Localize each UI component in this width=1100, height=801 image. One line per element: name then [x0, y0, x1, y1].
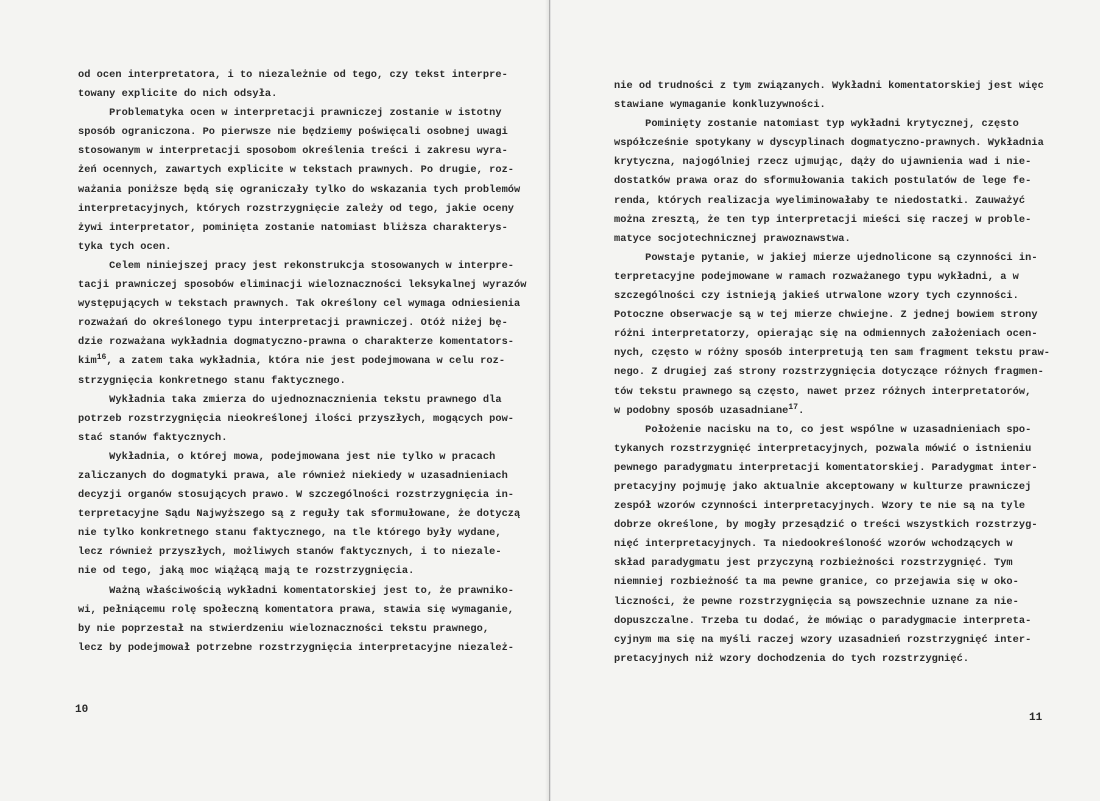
text-line: w podobny sposób uzasadniane$^{17}$.: [614, 402, 805, 417]
text-line: zaliczanych do dogmatyki prawa, ale również niekiedy w uzasadnieniach: [78, 469, 508, 482]
text-line: Ważną właściwością wykładni komentatorskiej jest to, że prawniko-: [78, 584, 515, 597]
text-line: stosowanym w interpretacji sposobom określenia treści i zakresu wyra-: [78, 145, 508, 158]
right-page-text: [614, 77, 1050, 669]
text-line: dobrze określone, by mogły przesądzić o treści wszystkich rozstrzyg-: [614, 519, 1038, 532]
text-line: rozważań do określonego typu interpretacji prawniczej. Otóż niżej bę-: [78, 317, 508, 330]
text-line: Celem niniejszej pracy jest rekonstrukcja stosowanych w interpre-: [78, 259, 515, 272]
footnote-marker: 17: [788, 402, 799, 412]
text-line: współcześnie spotykany w dyscyplinach dogmatyczno-prawnych. Wykładnia: [614, 137, 1044, 150]
text-line: lecz również przyszłych, możliwych stanów faktycznych, i to niezale-: [78, 546, 502, 559]
text-line: ważania poniższe będą się ograniczały tylko do wskazania tych problemów: [78, 183, 521, 196]
text-line: pewnego paradygmatu interpretacji komentatorskiej. Paradygmat inter-: [614, 461, 1038, 474]
text-line: nie tylko konkretnego stanu faktycznego, na tle którego były wydane,: [78, 527, 502, 540]
left-page-number: 10: [75, 704, 89, 716]
text-line: Wykładnia taka zmierza do ujednoznacznienia tekstu prawnego dla: [78, 393, 502, 406]
text-line: szczególności czy istnieją jakieś utrwalone wzory tych czynności.: [614, 290, 1019, 303]
text-line: nie od tego, jaką moc wiążącą mają te rozstrzygnięcia.: [78, 565, 415, 578]
text-line: pretacyjny pojmuję jako aktualnie akceptowany w kulturze prawniczej: [614, 480, 1032, 493]
text-line: różni interpretatorzy, opierając się na odmiennych założeniach ocen-: [614, 328, 1038, 341]
text-line: decyzji organów stosujących prawo. W szczególności rozstrzygnięcia in-: [78, 489, 515, 502]
text-line: pretacyjnych niż wzory dochodzenia do tych rozstrzygnięć.: [614, 652, 970, 665]
text-line: żywi interpretator, pominięta zostanie natomiast bliższa charakterys-: [78, 221, 508, 234]
text-line: liczności, że pewne rozstrzygnięcia są powszechnie uznane za nie-: [614, 595, 1019, 608]
text-line: występujących w tekstach prawnych. Tak określony cel wymaga odniesienia: [78, 298, 521, 311]
text-line: wi, pełniącemu rolę społeczną komentatora prawa, stawia się wymaganie,: [78, 603, 515, 616]
text-line: Powstaje pytanie, w jakiej mierze ujednolicone są czynności in-: [614, 251, 1038, 264]
text-line: terpretacyjne podejmowane w ramach rozważanego typu wykładni, a w: [614, 270, 1019, 283]
text-line: krytyczna, najogólniej rzecz ujmując, dąży do ujawnienia wad i nie-: [614, 156, 1032, 169]
left-page-text: [78, 66, 527, 658]
text-line: żeń ocennych, zawartych explicite w tekstach prawnych. Po drugie, roz-: [78, 164, 515, 177]
text-line: interpretacyjnych, których rozstrzygnięcie zależy od tego, jakie oceny: [78, 202, 515, 215]
text-line: Problematyka ocen w interpretacji prawniczej zostanie w istotny: [78, 107, 502, 120]
text-line: dostatków prawa oraz do sformułowania takich postulatów de lege fe-: [614, 175, 1032, 188]
text-line: można zresztą, że ten typ interpretacji mieści się raczej w proble-: [614, 213, 1032, 226]
right-page-number: 11: [1029, 712, 1043, 724]
text-line: zespół wzorów czynności interpretacyjnych. Wzory te nie są na tyle: [614, 500, 1026, 513]
text-line: niemniej rozbieżność ta ma pewne granice, co przejawia się w oko-: [614, 576, 1019, 589]
text-line: tykanych rozstrzygnięć interpretacyjnych, pozwala mówić o istnieniu: [614, 442, 1032, 455]
text-line: kim$^{16}$, a zatem taka wykładnia, która nie jest podejmowana w celu roz-: [78, 353, 506, 368]
text-line: tacji prawniczej sposobów eliminacji wieloznaczności leksykalnej wyrazów: [78, 279, 527, 292]
text-line: od ocen interpretatora, i to niezależnie od tego, czy tekst interpre-: [78, 69, 508, 81]
text-line: renda, których realizacja wyeliminowałaby te niedostatki. Zauważyć: [614, 194, 1026, 207]
text-line: nie od trudności z tym związanych. Wykładni komentatorskiej jest więc: [614, 80, 1044, 92]
text-line: towany explicite do nich odsyła.: [78, 88, 278, 101]
text-line: potrzeb rozstrzygnięcia nieokreślonej ilości przyszłych, mogących pow-: [78, 412, 515, 425]
text-line: Potoczne obserwacje są w tej mierze chwiejne. Z jednej bowiem strony: [614, 309, 1038, 322]
text-line: nięć interpretacyjnych. Ta niedookreśloność wzorów wchodzących w: [614, 538, 1013, 551]
text-line: stawiane wymaganie konkluzywności.: [614, 99, 826, 112]
text-line: nych, często w różny sposób interpretują ten sam fragment tekstu praw-: [614, 347, 1051, 360]
text-line: dopuszczalne. Trzeba tu dodać, że mówiąc o paradygmacie interpreta-: [614, 614, 1032, 627]
text-line: tów tekstu prawnego są często, nawet przez różnych interpretatorów,: [614, 385, 1032, 398]
text-line: Pominięty zostanie natomiast typ wykładni krytycznej, często: [614, 118, 1019, 131]
text-line: stać stanów faktycznych.: [78, 431, 228, 444]
text-line: skład paradygmatu jest przyczyną rozbieżności rozstrzygnięć. Tym: [614, 557, 1013, 570]
text-line: nego. Z drugiej zaś strony rozstrzygnięcia dotyczące różnych fragmen-: [614, 366, 1044, 379]
text-line: strzygnięcia konkretnego stanu faktycznego.: [78, 374, 346, 387]
footnote-marker: 16: [96, 353, 107, 363]
text-line: Wykładnia, o której mowa, podejmowana jest nie tylko w pracach: [78, 450, 496, 463]
text-line: by nie poprzestał na stwierdzeniu wieloznaczności tekstu prawnego,: [78, 622, 490, 635]
text-line: matyce socjotechnicznej prawoznawstwa.: [614, 232, 851, 245]
text-line: tyka tych ocen.: [78, 240, 172, 253]
text-line: cyjnym ma się na myśli raczej wzory uzasadnień rozstrzygnięć inter-: [614, 633, 1032, 646]
right-page: [550, 0, 1100, 801]
text-line: terpretacyjne Sądu Najwyższego są z reguły tak sformułowane, że dotyczą: [78, 508, 521, 521]
text-line: lecz by podejmował potrzebne rozstrzygnięcia interpretacyjne niezależ-: [78, 641, 515, 654]
text-line: sposób ograniczona. Po pierwsze nie będziemy poświęcali osobnej uwagi: [78, 126, 508, 139]
text-line: Położenie nacisku na to, co jest wspólne w uzasadnieniach spo-: [614, 423, 1032, 436]
text-line: dzie rozważana wykładnia dogmatyczno-prawna o charakterze komentators-: [78, 336, 515, 349]
